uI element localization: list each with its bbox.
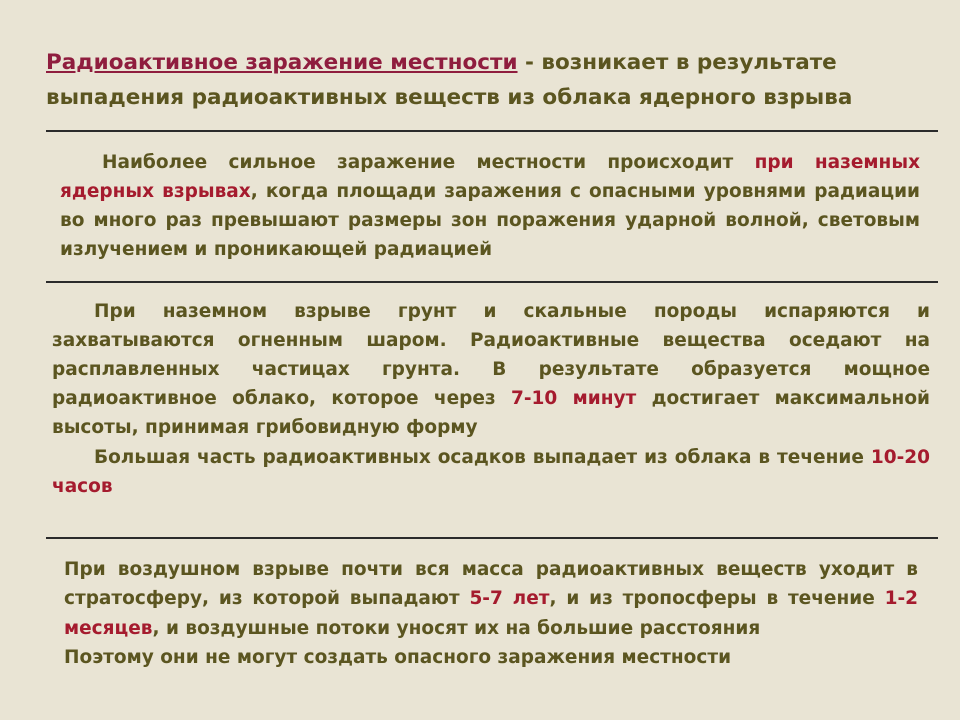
title-term: Радиоактивное заражение местности xyxy=(46,50,518,75)
text-run: достигает максимальной высоты, принимая грибовидную форму xyxy=(52,388,931,439)
text-run-highlight: 1-2 месяцев xyxy=(64,588,919,639)
paragraph-2 xyxy=(52,297,930,443)
divider-2 xyxy=(46,281,938,283)
title-rest: - возникает в результате выпадения радиоактивных веществ из облака ядерного взрыва xyxy=(46,50,853,110)
paragraph-4 xyxy=(64,555,918,643)
section-ground-burst xyxy=(46,293,938,508)
text-run-highlight: 5-7 лет xyxy=(469,588,550,610)
paragraph-1 xyxy=(60,148,920,265)
section-air-burst xyxy=(46,549,938,672)
text-run-highlight: 7-10 минут xyxy=(511,388,637,410)
page-title xyxy=(46,46,938,116)
text-run: Большая часть радиоактивных осадков выпадает из облака в течение xyxy=(94,446,871,468)
paragraph-3 xyxy=(52,443,930,501)
text-run: , и из тропосферы в течение xyxy=(549,588,885,610)
text-run-highlight: при наземных ядерных взрывах xyxy=(60,151,920,202)
text-run-highlight: 10-20 часов xyxy=(52,446,930,497)
text-run: Поэтому они не могут создать опасного заражения местности xyxy=(64,646,732,668)
text-run: При наземном взрыве грунт и скальные породы испаряются и захватываются огненным шаром. Радиоактивные вещества оседают на расплавленных частицах грунта. В результате образуется мощное радиоактивное облако, которое через xyxy=(52,300,930,410)
text-run: , и воздушные потоки уносят их на большие расстояния xyxy=(152,617,761,639)
paragraph-5 xyxy=(64,643,918,672)
divider-3 xyxy=(46,537,938,539)
section-strongest-contamination xyxy=(46,142,938,275)
divider-1 xyxy=(46,130,938,132)
text-run: При воздушном взрыве почти вся масса радиоактивных веществ уходит в стратосферу, из которой выпадают xyxy=(64,559,918,610)
text-run: , когда площади заражения с опасными уровнями радиации во много раз превышают размеры зон поражения ударной волной, световым излучением и проникающей радиацией xyxy=(60,180,921,261)
text-run: Наиболее сильное заражение местности происходит xyxy=(102,151,755,173)
